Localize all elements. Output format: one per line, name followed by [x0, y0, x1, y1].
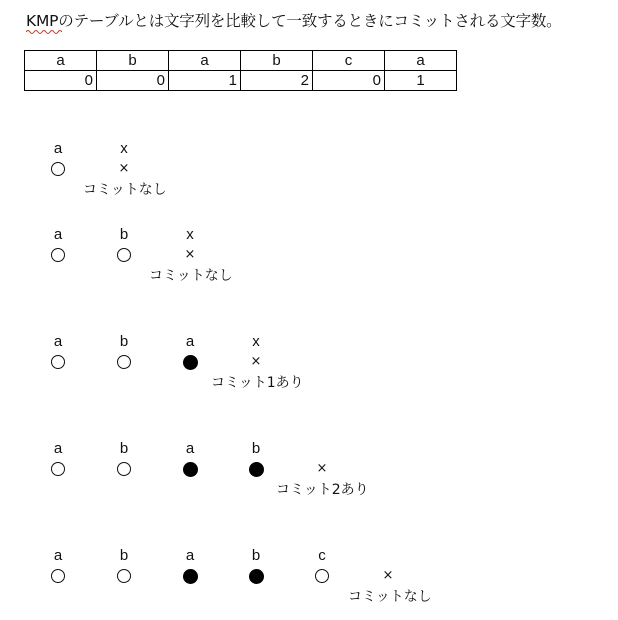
table-cell: a	[385, 51, 457, 71]
step-letter: b	[251, 440, 261, 457]
table-cell: 0	[313, 71, 385, 91]
mismatch-cross-icon: ×	[118, 161, 130, 176]
step-letter: a	[185, 547, 195, 564]
match-filled-circle-icon	[183, 462, 198, 477]
step-letter: b	[119, 440, 129, 457]
step-letter: x	[186, 226, 194, 243]
table-cell: 0	[25, 71, 97, 91]
commit-note: コミット2あり	[276, 482, 369, 498]
match-open-circle-icon	[51, 162, 65, 176]
table-cell: 1	[385, 71, 457, 91]
table-cell: b	[97, 51, 169, 71]
step-letter: a	[53, 547, 63, 564]
commit-note: コミットなし	[348, 589, 432, 605]
match-open-circle-icon	[51, 569, 65, 583]
step-letter: b	[119, 333, 129, 350]
table-cell: c	[313, 51, 385, 71]
match-filled-circle-icon	[183, 355, 198, 370]
table-cell: a	[25, 51, 97, 71]
commit-note: コミットなし	[83, 182, 167, 198]
match-open-circle-icon	[117, 248, 131, 262]
table-cell: 0	[97, 71, 169, 91]
table-cell: b	[241, 51, 313, 71]
match-filled-circle-icon	[249, 462, 264, 477]
step-letter: a	[185, 440, 195, 457]
match-open-circle-icon	[117, 355, 131, 369]
step-letter: a	[53, 226, 63, 243]
step-letter: a	[53, 140, 63, 157]
match-open-circle-icon	[51, 462, 65, 476]
mismatch-cross-icon: ×	[382, 568, 394, 583]
match-open-circle-icon	[51, 355, 65, 369]
table-cell: 2	[241, 71, 313, 91]
mismatch-cross-icon: ×	[250, 354, 262, 369]
match-filled-circle-icon	[249, 569, 264, 584]
match-filled-circle-icon	[183, 569, 198, 584]
step-letter: b	[119, 226, 129, 243]
table-cell: 1	[169, 71, 241, 91]
document-title: KMPのテーブルとは文字列を比較して一致するときにコミットされる文字数。	[26, 12, 562, 30]
match-open-circle-icon	[117, 569, 131, 583]
match-open-circle-icon	[315, 569, 329, 583]
commit-note: コミット1あり	[211, 375, 304, 391]
step-letter: a	[185, 333, 195, 350]
mismatch-cross-icon: ×	[316, 461, 328, 476]
mismatch-cross-icon: ×	[184, 247, 196, 262]
match-open-circle-icon	[51, 248, 65, 262]
commit-note: コミットなし	[149, 268, 233, 284]
step-letter: x	[120, 140, 128, 157]
step-letter: x	[252, 333, 260, 350]
step-letter: b	[251, 547, 261, 564]
step-letter: a	[53, 440, 63, 457]
match-open-circle-icon	[117, 462, 131, 476]
step-letter: b	[119, 547, 129, 564]
table-cell: a	[169, 51, 241, 71]
step-letter: c	[318, 547, 326, 564]
step-letter: a	[53, 333, 63, 350]
